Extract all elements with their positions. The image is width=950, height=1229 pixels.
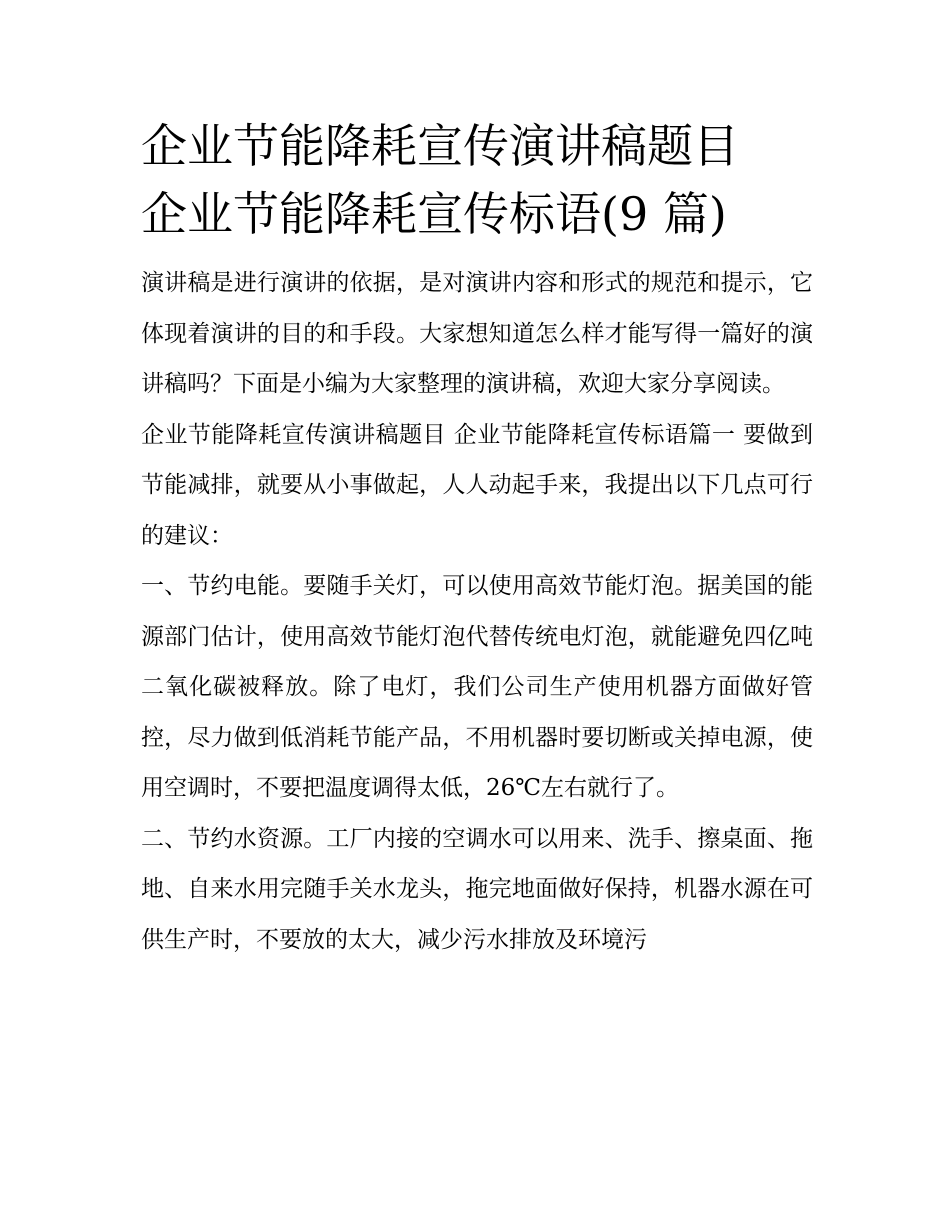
document-title: [141, 112, 813, 248]
paragraph-save-electricity: 一、节约电能。要随手关灯，可以使用高效节能灯泡。据美国的能源部门估计，使用高效节能灯泡代替传统电灯泡，就能避免四亿吨二氧化碳被释放。除了电灯，我们公司生产使用机器方面做好管控，尽力做到低消耗节能产品，不用机器时要切断或关掉电源，使用空调时，不要把温度调得太低，26℃左右就行了。: [141, 573, 813, 801]
title-line-2: 企业节能降耗宣传标语(9 篇): [141, 187, 727, 241]
document-content: [141, 112, 813, 965]
title-line-1: 企业节能降耗宣传演讲稿题目: [141, 119, 739, 173]
paragraph-save-water: 二、节约水资源。工厂内接的空调水可以用来、洗手、擦桌面、拖地、自来水用完随手关水龙头，拖完地面做好保持，机器水源在可供生产时，不要放的太大，减少污水排放及环境污: [141, 825, 813, 953]
paragraph-intro: 演讲稿是进行演讲的依据，是对演讲内容和形式的规范和提示，它体现着演讲的目的和手段。大家想知道怎么样才能写得一篇好的演讲稿吗？下面是小编为大家整理的演讲稿，欢迎大家分享阅读。: [141, 270, 813, 397]
document-body: [141, 258, 813, 965]
paragraph-section-one-lead: 企业节能降耗宣传演讲稿题目 企业节能降耗宣传标语篇一 要做到节能减排，就要从小事做起，人人动起手来，我提出以下几点可行的建议：: [141, 421, 813, 549]
